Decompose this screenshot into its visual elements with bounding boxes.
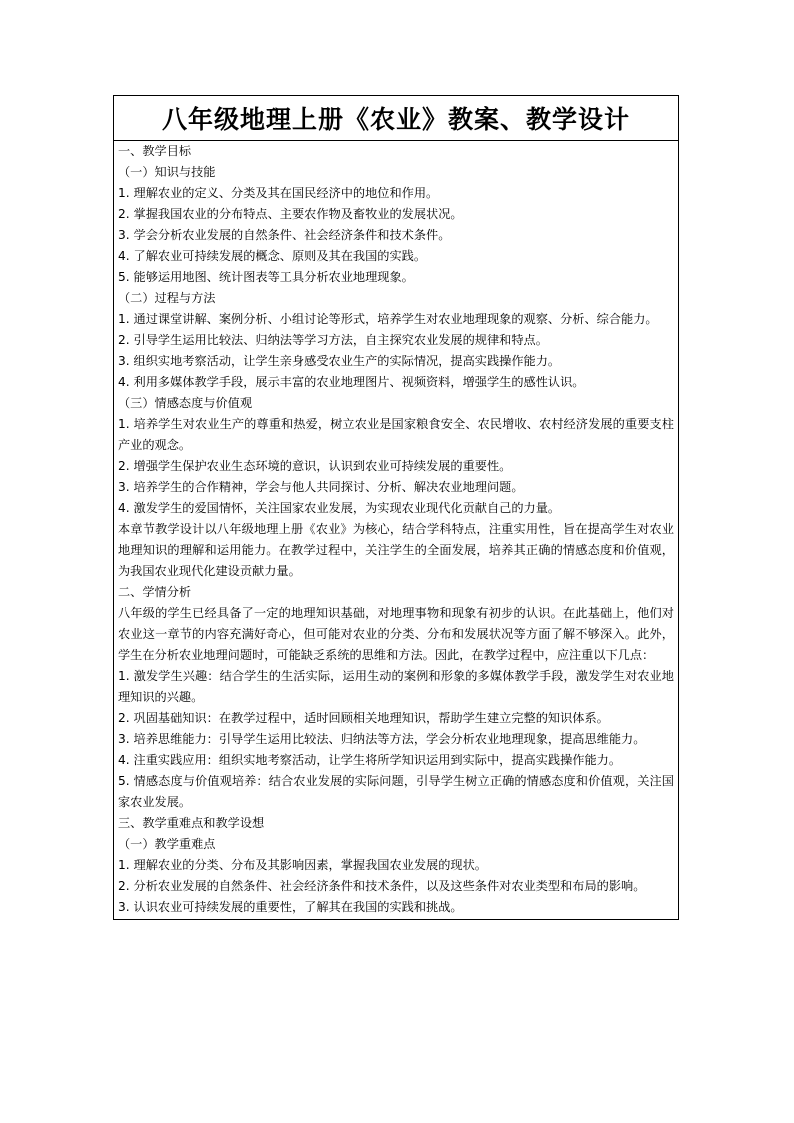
subheading-key-difficult-points: （一）教学重难点	[118, 837, 216, 851]
list-item: 4. 利用多媒体教学手段，展示丰富的农业地理图片、视频资料，增强学生的感性认识。	[118, 375, 585, 389]
list-item: 3. 培养学生的合作精神，学会与他人共同探讨、分析、解决农业地理问题。	[118, 480, 524, 494]
subheading-knowledge-skills: （一）知识与技能	[118, 165, 216, 179]
document-table	[113, 95, 679, 920]
list-item: 4. 激发学生的爱国情怀，关注国家农业发展，为实现农业现代化贡献自己的力量。	[118, 501, 561, 515]
list-item: 2. 增强学生保护农业生态环境的意识，认识到农业可持续发展的重要性。	[118, 459, 512, 473]
body-paragraph: 八年级的学生已经具备了一定的地理知识基础，对地理事物和现象有初步的认识。在此基础上，他们对农业这一章节的内容充满好奇心，但可能对农业的分类、分布和发展状况等方面了解不够深入。此外，学生在分析农业地理问题时，可能缺乏系统的思维和方法。因此，在教学过程中，应注重以下几点：	[118, 606, 674, 662]
list-item: 1. 激发学生兴趣：结合学生的生活实际，运用生动的案例和形象的多媒体教学手段，激发学生对农业地理知识的兴趣。	[118, 669, 674, 704]
list-item: 1. 理解农业的定义、分类及其在国民经济中的地位和作用。	[118, 186, 439, 200]
section-heading-student-analysis: 二、学情分析	[118, 585, 192, 599]
list-item: 2. 巩固基础知识：在教学过程中，适时回顾相关地理知识，帮助学生建立完整的知识体系。	[118, 711, 609, 725]
subheading-attitudes-values: （三）情感态度与价值观	[118, 396, 253, 410]
list-item: 5. 情感态度与价值观培养：结合农业发展的实际问题，引导学生树立正确的情感态度和价值观，关注国家农业发展。	[118, 774, 674, 809]
subheading-process-methods: （二）过程与方法	[118, 291, 216, 305]
list-item: 2. 分析农业发展的自然条件、社会经济条件和技术条件，以及这些条件对农业类型和布局的影响。	[118, 879, 646, 893]
list-item: 1. 理解农业的分类、分布及其影响因素，掌握我国农业发展的现状。	[118, 858, 487, 872]
content-cell	[114, 141, 678, 919]
list-item: 5. 能够运用地图、统计图表等工具分析农业地理现象。	[118, 270, 414, 284]
summary-paragraph: 本章节教学设计以八年级地理上册《农业》为核心，结合学科特点，注重实用性，旨在提高学生对农业地理知识的理解和运用能力。在教学过程中，关注学生的全面发展，培养其正确的情感态度和价值观，为我国农业现代化建设贡献力量。	[118, 522, 674, 578]
title-cell	[114, 96, 678, 141]
list-item: 3. 学会分析农业发展的自然条件、社会经济条件和技术条件。	[118, 228, 451, 242]
list-item: 2. 引导学生运用比较法、归纳法等学习方法，自主探究农业发展的规律和特点。	[118, 333, 548, 347]
list-item: 3. 认识农业可持续发展的重要性，了解其在我国的实践和挑战。	[118, 900, 463, 914]
list-item: 2. 掌握我国农业的分布特点、主要农作物及畜牧业的发展状况。	[118, 207, 463, 221]
list-item: 1. 培养学生对农业生产的尊重和热爱，树立农业是国家粮食安全、农民增收、农村经济发展的重要支柱产业的观念。	[118, 417, 674, 452]
list-item: 1. 通过课堂讲解、案例分析、小组讨论等形式，培养学生对农业地理现象的观察、分析、综合能力。	[118, 312, 658, 326]
list-item: 3. 培养思维能力：引导学生运用比较法、归纳法等方法，学会分析农业地理现象，提高思维能力。	[118, 732, 646, 746]
section-heading-key-points: 三、教学重难点和教学设想	[118, 816, 265, 830]
list-item: 4. 了解农业可持续发展的概念、原则及其在我国的实践。	[118, 249, 427, 263]
document-title: 八年级地理上册《农业》教案、教学设计	[161, 105, 630, 134]
section-heading-objectives: 一、教学目标	[118, 144, 192, 158]
list-item: 3. 组织实地考察活动，让学生亲身感受农业生产的实际情况，提高实践操作能力。	[118, 354, 561, 368]
list-item: 4. 注重实践应用：组织实地考察活动，让学生将所学知识运用到实际中，提高实践操作能力。	[118, 753, 622, 767]
